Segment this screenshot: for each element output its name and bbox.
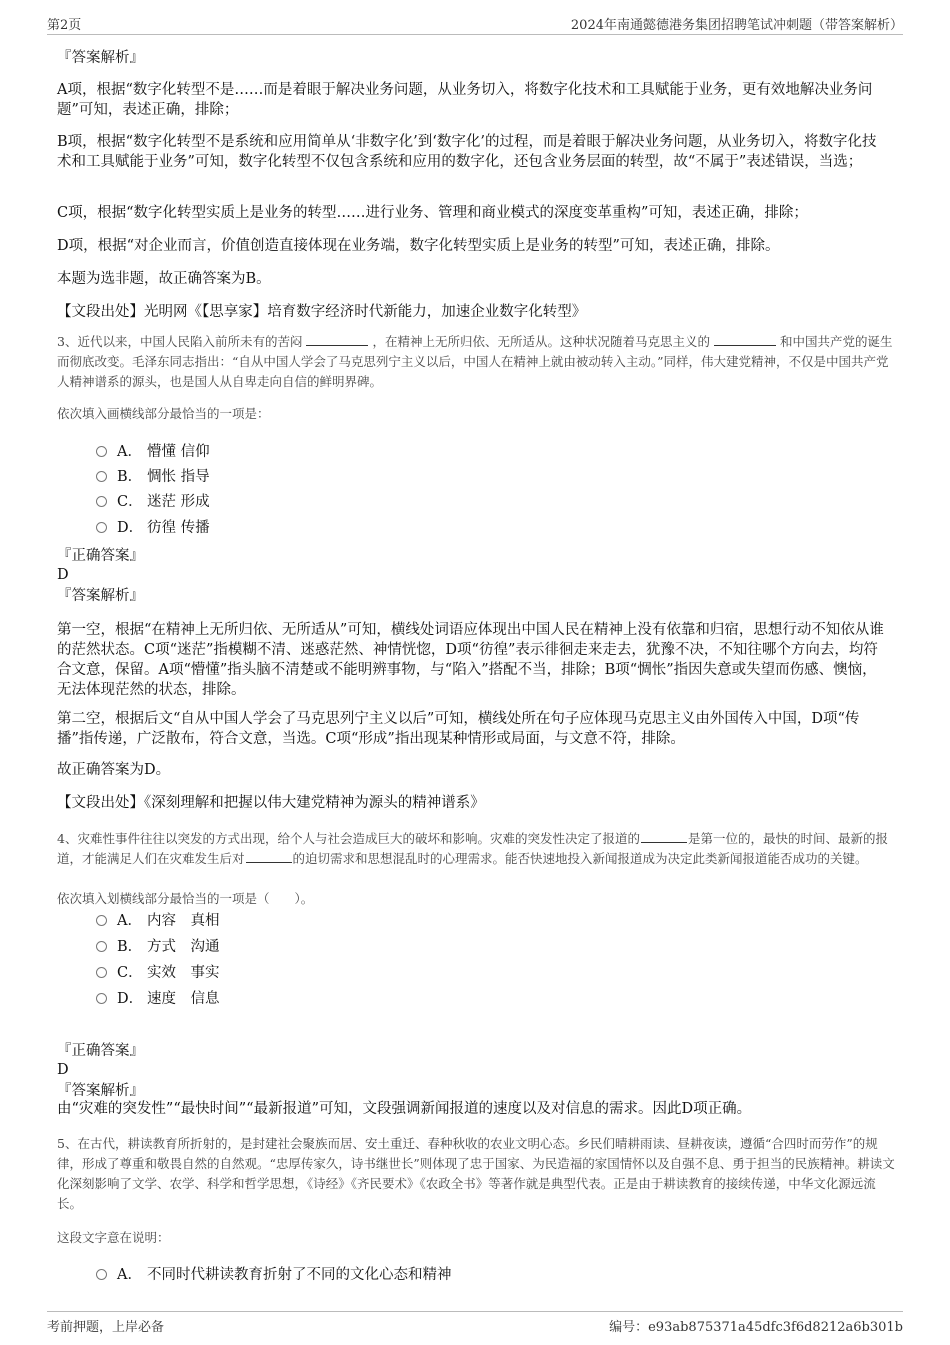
analysis-label: 『答案解析』 [57, 1083, 144, 1099]
question-5-prompt: 这段文字意在说明： [57, 1230, 170, 1245]
question-5-option-a[interactable]: A． 不同时代耕读教育折射了不同的文化心态和精神 [96, 1265, 452, 1285]
source-citation: 【文段出处】光明网《【思享家】培育数字经济时代新能力，加速企业数字化转型》 [57, 304, 587, 320]
correct-answer-value: D [57, 567, 69, 583]
radio-circle-icon[interactable] [96, 915, 107, 926]
question-4-stem: 4、灾难性事件往往以突发的方式出现，给个人与社会造成巨大的破坏和影响。灾难的突发性决定了报道的 是第一位的，最快的时间、最新的报道，才能满足人们在灾难发生后对 的迫切需求和思想混乱时的心理需求。能否快速地投入新闻报道成为决定此类新闻报道能否成功的关键。 [57, 831, 888, 866]
page-footer [47, 1311, 903, 1336]
question-4-option-b[interactable]: B． 方式 沟通 [96, 937, 220, 957]
question-4-prompt: 依次填入划横线部分最恰当的一项是（ ）。 [57, 891, 314, 906]
radio-circle-icon[interactable] [96, 496, 107, 507]
radio-circle-icon[interactable] [96, 471, 107, 482]
question-4-option-d[interactable]: D． 速度 信息 [96, 989, 220, 1009]
page-header [47, 12, 903, 35]
analysis-label: 『答案解析』 [57, 50, 144, 66]
radio-circle-icon[interactable] [96, 993, 107, 1004]
question-3-stem: 3、近代以来，中国人民陷入前所未有的苦闷 ，在精神上无所归依、无所适从。这种状况随着马克思主义的 和中国共产党的诞生而彻底改变。毛泽东同志指出：“自从中国人学会了马克思列宁主义以后，中国人在精神上就由被动转入主动。”同样，伟大建党精神，不仅是中国共产党人精神谱系的源头，也是国人从自卑走向自信的鲜明界碑。 [57, 334, 893, 389]
question-4-option-a[interactable]: A． 内容 真相 [96, 911, 220, 931]
radio-circle-icon[interactable] [96, 1269, 107, 1280]
document-title: 2024年南通懿德港务集团招聘笔试冲刺题（带答案解析） [570, 18, 903, 33]
radio-circle-icon[interactable] [96, 967, 107, 978]
question-3-option-d[interactable]: D． 彷徨 传播 [96, 518, 210, 538]
question-3-explanation-2: 第二空，根据后文“自从中国人学会了马克思列宁主义以后”可知，横线处所在句子应体现马克思主义由外国传入中国，D项“传播”指传递，广泛散布，符合文意，当选。C项“形成”指出现某种情形或局面，与文意不符，排除。 [57, 711, 860, 747]
analysis-conclusion: 本题为选非题，故正确答案为B。 [57, 271, 271, 287]
document-id: 编号：e93ab875371a45dfc3f6d8212a6b301b [609, 1320, 903, 1335]
question-4-explanation: 由“灾难的突发性”“最快时间”“最新报道”可知，文段强调新闻报道的速度以及对信息的需求。因此D项正确。 [57, 1101, 752, 1117]
question-3-prompt: 依次填入画横线部分最恰当的一项是： [57, 406, 270, 421]
question-4-option-c[interactable]: C． 实效 事实 [96, 963, 220, 983]
question-3-option-c[interactable]: C． 迷茫 形成 [96, 492, 210, 512]
question-3-option-b[interactable]: B． 惆怅 指导 [96, 467, 210, 487]
analysis-paragraph-b: B项，根据“数字化转型不是系统和应用简单从‘非数字化’到‘数字化’的过程，而是着眼于解决业务问题，从业务切入，将数字化技术和工具赋能于业务”可知，数字化转型不仅包含系统和应用的数字化，还包含业务层面的转型，故“不属于”表述错误，当选； [57, 134, 877, 170]
blank-line [641, 830, 687, 843]
question-3-option-a[interactable]: A． 懵懂 信仰 [96, 442, 210, 462]
question-3-explanation-1: 第一空，根据“在精神上无所归依、无所适从”可知，横线处词语应体现出中国人民在精神上没有依靠和归宿，思想行动不知依从谁的茫然状态。C项“迷茫”指模糊不清、迷惑茫然、神情恍惚，D项“彷徨”表示徘徊走来走去，犹豫不决，不知往哪个方向去，均符合文意，保留。A项“懵懂”指头脑不清楚或不能明辨事物，与“陷入”搭配不当，排除；B项“惆怅”指因失意或失望而伤感、懊恼，无法体现茫然的状态，排除。 [57, 622, 884, 698]
source-citation: 【文段出处】《深刻理解和把握以伟大建党精神为源头的精神谱系》 [57, 795, 485, 811]
radio-circle-icon[interactable] [96, 941, 107, 952]
correct-answer-label: 『正确答案』 [57, 548, 144, 564]
blank-line [306, 333, 368, 346]
footer-slogan: 考前押题，上岸必备 [47, 1320, 165, 1335]
correct-answer-label: 『正确答案』 [57, 1043, 144, 1059]
analysis-label: 『答案解析』 [57, 588, 144, 604]
analysis-paragraph-d: D项，根据“对企业而言，价值创造直接体现在业务端，数字化转型实质上是业务的转型”可知，表述正确，排除。 [57, 238, 780, 254]
correct-answer-value: D [57, 1062, 69, 1078]
question-3-conclusion: 故正确答案为D。 [57, 762, 171, 778]
radio-circle-icon[interactable] [96, 446, 107, 457]
analysis-paragraph-a: A项，根据“数字化转型不是……而是着眼于解决业务问题，从业务切入，将数字化技术和工具赋能于业务，更有效地解决业务问题”可知，表述正确，排除； [57, 82, 873, 118]
page-number: 第2页 [47, 18, 82, 33]
blank-line [714, 333, 776, 346]
radio-circle-icon[interactable] [96, 522, 107, 533]
analysis-paragraph-c: C项，根据“数字化转型实质上是业务的转型……进行业务、管理和商业模式的深度变革重构”可知，表述正确，排除； [57, 205, 808, 221]
question-5-stem: 5、在古代，耕读教育所折射的，是封建社会聚族而居、安土重迁、春种秋收的农业文明心态。乡民们晴耕雨读、昼耕夜读，遵循“合四时而劳作”的规律，形成了尊重和敬畏自然的自然观。“忠厚传家久，诗书继世长”则体现了忠于国家、为民造福的家国情怀以及自强不息、勇于担当的民族精神。耕读文化深刻影响了文学、农学、科学和哲学思想，《诗经》《齐民要术》《农政全书》等著作就是典型代表。正是由于耕读教育的接续传递，中华文化源远流长。 [57, 1136, 895, 1211]
blank-line [246, 850, 292, 863]
